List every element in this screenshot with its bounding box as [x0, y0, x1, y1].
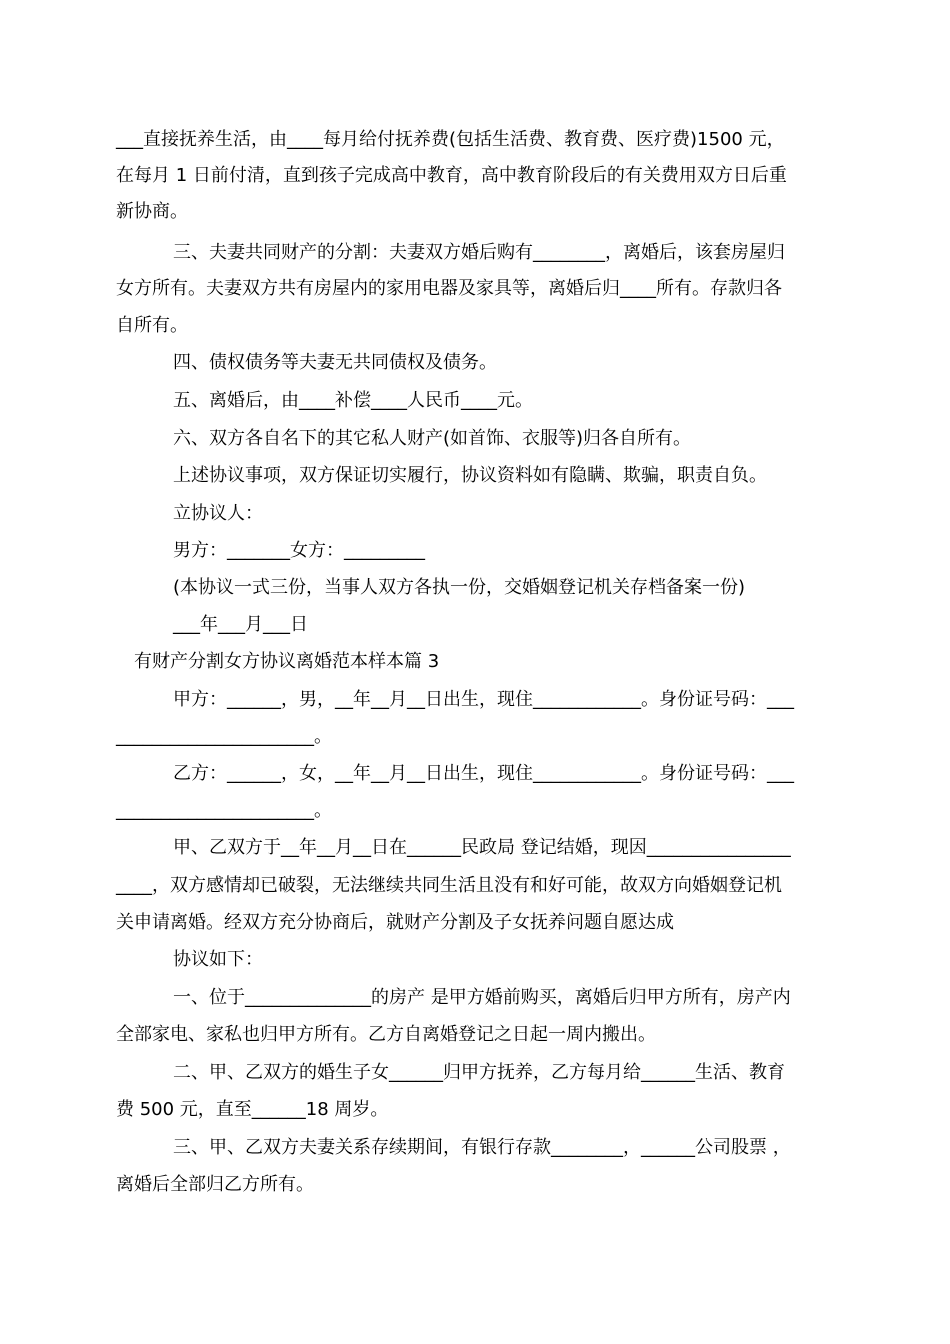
paragraph-line: 女方所有。夫妻双方共有房屋内的家用电器及家具等，离婚后归____所有。存款归各 [116, 278, 782, 299]
paragraph-line: 乙方：______，女，__年__月__日出生，现住____________。身份证号码：___ [173, 763, 794, 784]
date-line: ___年___月___日 [173, 614, 308, 635]
paragraph-line: 三、夫妻共同财产的分割：夫妻双方婚后购有________，离婚后，该套房屋归 [173, 242, 785, 263]
paragraph-line: 离婚后全部归乙方所有。 [116, 1174, 314, 1195]
paragraph-line: 三、甲、乙双方夫妻关系存续期间，有银行存款________，______公司股票 ， [173, 1137, 791, 1158]
paragraph-line: 上述协议事项，双方保证切实履行，协议资料如有隐瞒、欺骗，职责自负。 [173, 465, 767, 486]
paragraph-line: ____，双方感情却已破裂，无法继续共同生活且没有和好可能，故双方向婚姻登记机 [116, 875, 782, 896]
paragraph-line: 在每月 1 日前付清，直到孩子完成高中教育，高中教育阶段后的有关费用双方日后重 [116, 165, 787, 186]
paragraph-line: 一、位于______________的房产 是甲方婚前购买，离婚后归甲方所有，房产内 [173, 987, 791, 1008]
paragraph-line: 立协议人： [173, 503, 263, 524]
paragraph-line: 全部家电、家私也归甲方所有。乙方自离婚登记之日起一周内搬出。 [116, 1024, 656, 1045]
signature-line: 男方：_______女方：_________ [173, 540, 425, 561]
paragraph-line: 甲方：______，男，__年__月__日出生，现住____________。身份证号码：___ [173, 689, 794, 710]
paragraph-line: 协议如下： [173, 949, 263, 970]
paragraph-line: 自所有。 [116, 315, 188, 336]
section-heading: 有财产分割女方协议离婚范本样本篇 3 [134, 651, 440, 672]
paragraph-line: 五、离婚后，由____补偿____人民币____元。 [173, 390, 533, 411]
paragraph-line: ______________________。 [116, 800, 332, 821]
paragraph-line: ___直接抚养生活，由____每月给付抚养费(包括生活费、教育费、医疗费)1500 元， [116, 129, 785, 150]
paragraph-line: 二、甲、乙双方的婚生子女______归甲方抚养，乙方每月给______生活、教育 [173, 1062, 785, 1083]
paragraph-line: 甲、乙双方于__年__月__日在______民政局 登记结婚，现因________________ [173, 837, 791, 858]
paragraph-line: 四、债权债务等夫妻无共同债权及债务。 [173, 352, 497, 373]
paragraph-line: 费 500 元，直至______18 周岁。 [116, 1099, 389, 1120]
paragraph-line: 六、双方各自名下的其它私人财产(如首饰、衣服等)归各自所有。 [173, 428, 692, 449]
paragraph-line: (本协议一式三份，当事人双方各执一份，交婚姻登记机关存档备案一份) [173, 577, 746, 598]
paragraph-line: ______________________。 [116, 726, 332, 747]
paragraph-line: 新协商。 [116, 201, 188, 222]
paragraph-line: 关申请离婚。经双方充分协商后，就财产分割及子女抚养问题自愿达成 [116, 912, 674, 933]
